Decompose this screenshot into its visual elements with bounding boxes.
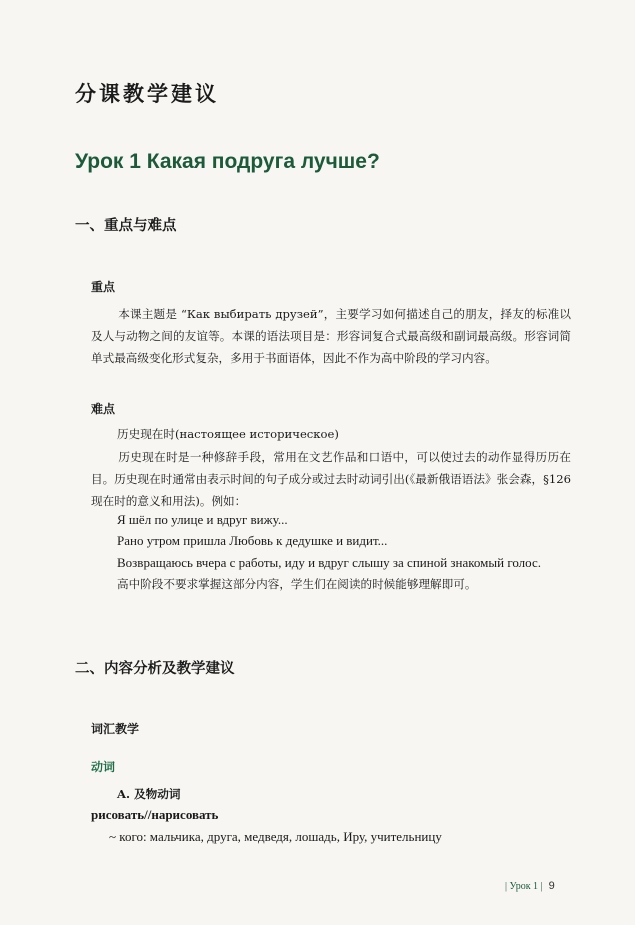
- difficulty-paragraph: [91, 446, 571, 512]
- section2-heading: 二、内容分析及教学建议: [75, 661, 235, 677]
- verb-usage: ~ кого: мальчика, друга, медведя, лошадь, Иру, учительницу: [109, 829, 442, 844]
- difficulty-text: 历史现在时是一种修辞手段，常用在文艺作品和口语中，可以使过去的动作显得历历在目。历史现在时通常由表示时间的句子成分或过去时动词引出(《最新俄语语法》张会森，§126 现在时的意义和用法)。例如：: [91, 450, 571, 508]
- page-number: 9: [548, 880, 555, 892]
- transitive-verb-label: A. 及物动词: [117, 787, 181, 801]
- difficulty-label: 难点: [91, 402, 116, 416]
- lesson-title: Урок 1 Какая подруга лучше?: [75, 150, 380, 173]
- section1-heading: 一、重点与难点: [75, 218, 177, 234]
- historical-present-line: 历史现在时(настоящее историческое): [117, 427, 339, 441]
- key-point-label: 重点: [91, 280, 116, 294]
- example-sentence-3: Возвращаюсь вчера с работы, иду и вдруг слышу за спиной знакомый голос.: [117, 555, 542, 570]
- key-point-paragraph: [91, 303, 571, 369]
- example-sentence-1: Я шёл по улице и вдруг вижу...: [117, 512, 288, 527]
- verb-pair: рисовать//нарисовать: [91, 807, 219, 822]
- key-point-text: 本课主题是 “Как выбирать друзей”，主要学习如何描述自己的朋友，择友的标准以及人与动物之间的友谊等。本课的语法项目是：形容词复合式最高级和副词最高级。形容词简单式最高级变化形式复杂，多用于书面语体，因此不作为高中阶段的学习内容。: [91, 307, 571, 365]
- page-footer: [505, 880, 555, 892]
- vocab-label: 词汇教学: [91, 722, 140, 736]
- page-main-title: 分课教学建议: [75, 82, 219, 106]
- verb-label: 动词: [91, 760, 116, 774]
- footer-lesson: | Урок 1 |: [505, 881, 543, 892]
- example-sentence-2: Рано утром пришла Любовь к дедушке и видит...: [117, 533, 388, 548]
- difficulty-note: 高中阶段不要求掌握这部分内容，学生们在阅读的时候能够理解即可。: [117, 577, 477, 591]
